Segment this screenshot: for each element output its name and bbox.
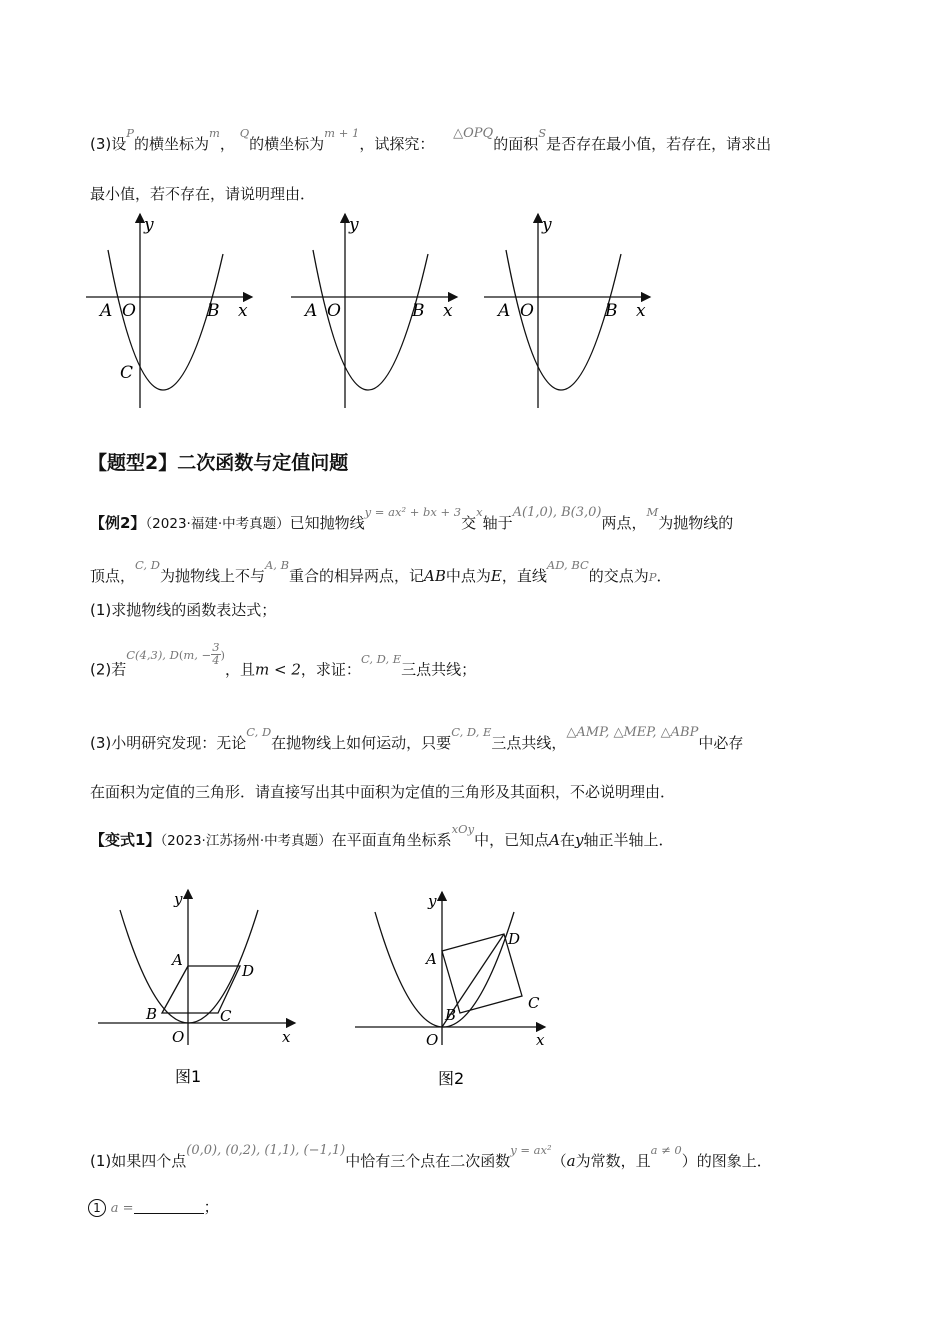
q3-line2: 最小值，若不存在，请说明理由． [90,185,316,203]
var1-line1: 【变式1】（2023·江苏扬州·中考真题）在平面直角坐标系$^{xOy}$中，已知点A在y轴正半轴上． [90,822,674,849]
label-O: O [327,301,341,321]
label-B: B [207,301,220,321]
svg-text:y: y [428,892,437,910]
graph-3 [484,214,650,408]
svg-text:D: D [508,930,521,948]
caption-fig2: 图2 [438,1069,465,1088]
answer-blank[interactable] [134,1199,204,1214]
svg-text:x: x [536,1031,545,1049]
caption-fig1: 图1 [175,1067,202,1086]
math-P: P [126,126,134,140]
ex2-line1: 【例2】（2023·福建·中考真题）已知抛物线$^{y = ax^2 + bx + 3}$交$^x$轴于A(1,0), B(3,0)两点，$^M$为抛物线的 [90,505,734,532]
svg-text:A: A [426,950,437,968]
label-x: x [238,301,248,321]
math-points-AB: A(1,0), B(3,0) [512,505,602,520]
math-m: m [209,126,220,140]
label-O: O [520,301,534,321]
ex2-part2: (2)若$^{C(4,3), D(m, -}$ $\frac{3}{4}$ )，且m < 2，求证：$^{C, D, E}$三点共线； [90,640,477,679]
label-y: y [144,215,154,235]
svg-text:C: C [528,994,540,1012]
ex2-part1: (1)求抛物线的函数表达式； [90,601,277,619]
svg-text:B: B [146,1005,158,1023]
fraction-3-4: $\frac{3}{4}$ [212,640,220,667]
q3-line1: (3)设$^P$的横坐标为$^m$， $^Q$的横坐标为$^{m + 1}$，试探究： △OPQ的面积$^S$是否存在最小值，若存在，请求出 [90,126,772,153]
svg-text:x: x [282,1028,291,1046]
label-y: y [542,215,552,235]
circled-number: 1 [88,1199,106,1217]
label-x: x [443,301,453,321]
math-triangle-OPQ: △OPQ [453,126,494,141]
label-B: B [605,301,618,321]
ex2-part3-line1: (3)小明研究发现：无论$^{C, D}$在抛物线上如何运动，只要$^{C, D, E}$三点共线，△AMP, △MEP, △ABP中必存 [90,725,744,752]
math-parabola-eq: y = ax² + bx + 3 [364,505,462,519]
svg-text:A: A [172,951,183,969]
figure-1 [98,890,295,1086]
label-O: O [122,301,136,321]
math-C-point: C(4,3), D [126,647,179,662]
graph-2 [291,214,457,408]
svg-text:O: O [426,1031,439,1049]
math-S: S [538,126,547,140]
label-C: C [120,363,134,383]
math-y-ax2: y = ax² [510,1143,552,1157]
math-Q: Q [239,126,250,140]
label-x: x [636,301,646,321]
svg-text:O: O [172,1028,185,1046]
figures-1-2 [90,882,560,1092]
ex2-part3-line2: 在面积为定值的三角形．请直接写出其中面积为定值的三角形及其面积，不必说明理由． [90,783,676,801]
math-m-plus-1: m + 1 [324,126,360,140]
parallelogram-ABCD [162,966,240,1013]
var1-part1: (1)如果四个点(0,0), (0,2), (1,1), (−1,1)中恰有三个点在二次函数$^{y = ax^2}$（a为常数，且$^{a \ne 0}$）的图象上． [90,1143,772,1170]
figure-2 [355,892,545,1088]
var1-question-1: 1 a = ； [88,1196,219,1217]
label-A: A [305,301,318,321]
label-y: y [349,215,359,235]
math-four-points: (0,0), (0,2), (1,1), (−1,1) [186,1143,346,1158]
svg-text:D: D [242,962,255,980]
label-A: A [498,301,511,321]
svg-text:B: B [445,1006,457,1024]
label-A: A [100,301,113,321]
label-B: B [412,301,425,321]
section-heading: 【题型2】二次函数与定值问题 [88,452,349,474]
ex2-line2: 顶点，$^{C, D}$为抛物线上不与$^{A, B}$重合的相异两点，记AB中点为E，直线$^{AD, BC}$的交点为P． [90,558,672,585]
svg-text:y: y [174,890,183,908]
svg-text:C: C [220,1007,232,1025]
graph-1 [86,214,252,408]
parabola-graphs [80,208,660,413]
